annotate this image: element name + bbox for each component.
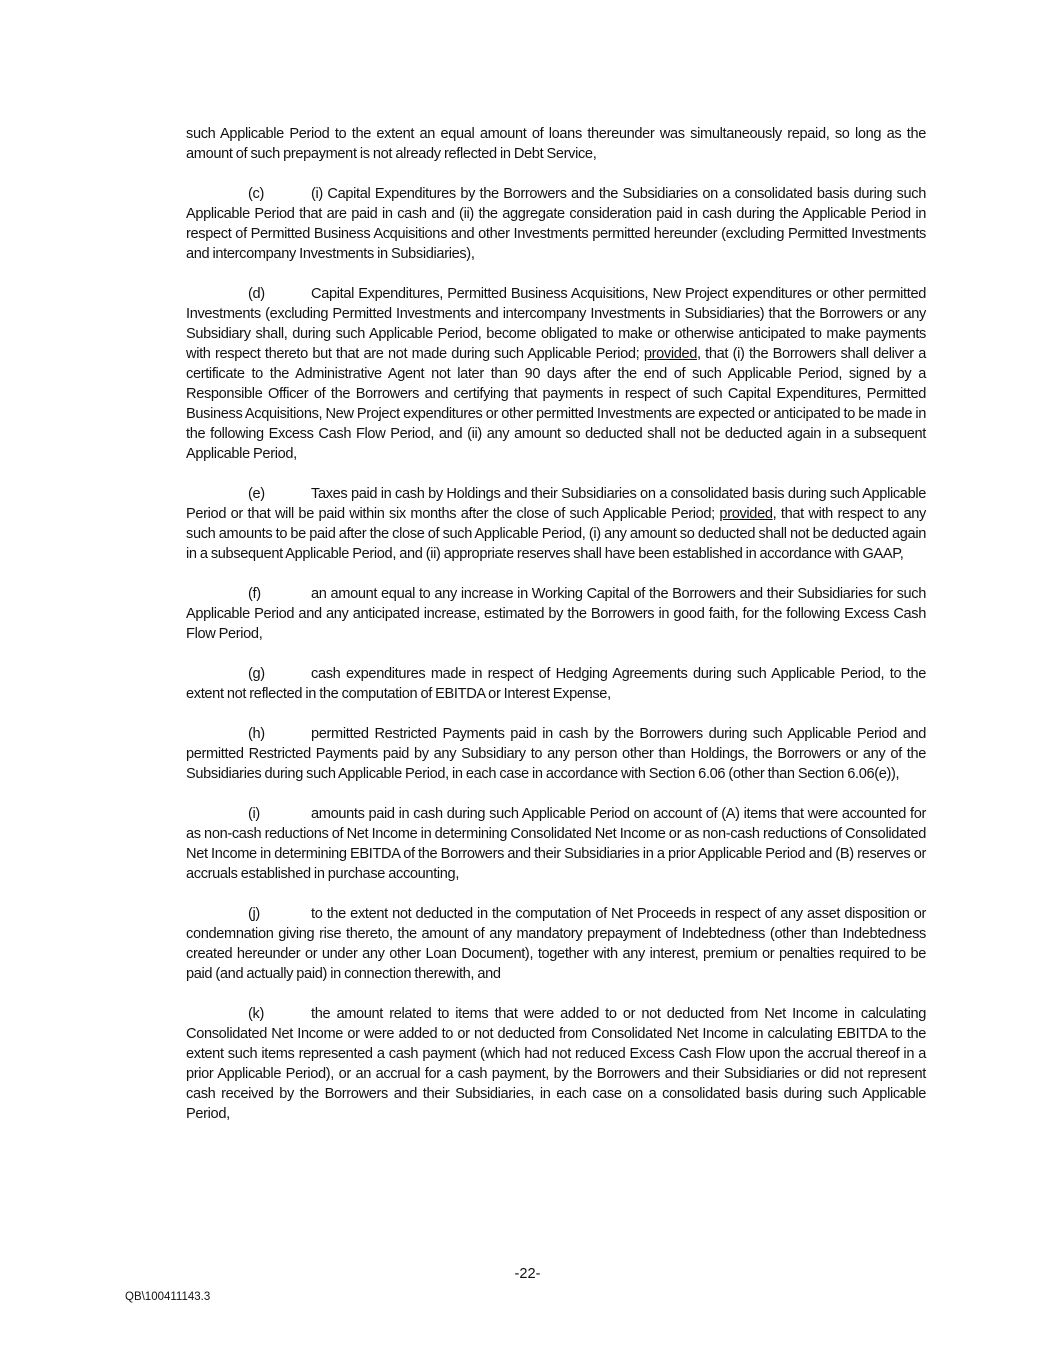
document-id: QB\100411143.3 [125,1291,211,1303]
clause-text: cash expenditures made in respect of Hedging Agreements during such Applicable Period, to the extent not reflected in the computation of EBITDA or Interest Expense, [186,666,926,702]
underlined-term: provided [643,346,698,362]
clause-text: to the extent not deducted in the computation of Net Proceeds in respect of any asset disposition or condemnation giving rise thereto, the amount of any mandatory prepayment of Indebtedness (other than Indebtedness created hereunder or under any other Loan Document), together with any interest, premium or penalties required to be paid (and actually paid) in connection therewith, and [186,906,926,982]
clause-label: (c) [248,186,264,202]
clause-label: (h) [248,726,265,742]
clause-label: (e) [248,486,265,502]
document-body [186,124,926,1144]
clause-text: an amount equal to any increase in Working Capital of the Borrowers and their Subsidiaries for such Applicable Period and any anticipated increase, estimated by the Borrowers in good faith, for the following Excess Cash Flow Period, [186,586,926,642]
clause-text: , that with respect to any such amounts to be paid after the close of such Applicable Period, (i) any amount so deducted shall not be deducted again in a subsequent Applicable Period, and (ii) appropriate reserves shall have been established in accordance with GAAP, [186,506,926,562]
underlined-term: provided [719,506,773,522]
paragraph [186,804,926,884]
paragraph [186,484,926,564]
clause-label: (d) [248,286,265,302]
paragraph [186,664,926,704]
page-number: -22- [514,1266,541,1282]
clause-text: Taxes paid in cash by Holdings and their Subsidiaries on a consolidated basis during such Applicable Period or that will be paid within six months after the close of such Applicable Period; [186,486,926,522]
paragraph [186,124,926,164]
paragraph [186,904,926,984]
clause-text: such Applicable Period to the extent an equal amount of loans thereunder was simultaneously repaid, so long as the amount of such prepayment is not already reflected in Debt Service, [186,126,926,162]
clause-text: Capital Expenditures, Permitted Business Acquisitions, New Project expenditures or other permitted Investments (excluding Permitted Investments and intercompany Investments in Subsidiaries) that the Borrowers or any Subsidiary shall, during such Applicable Period, become obligated to make or otherwise anticipated to make payments with respect thereto but that are not made during such Applicable Period; [186,286,926,362]
clause-label: (f) [248,586,261,602]
clause-text: (i) Capital Expenditures by the Borrowers and the Subsidiaries on a consolidated basis during such Applicable Period that are paid in cash and (ii) the aggregate consideration paid in cash during the Applicable Period in respect of Permitted Business Acquisitions and other Investments permitted hereunder (excluding Permitted Investments and intercompany Investments in Subsidiaries), [186,186,926,262]
paragraph [186,724,926,784]
clause-label: (k) [248,1006,264,1022]
clause-label: (g) [248,666,265,682]
paragraph [186,284,926,464]
paragraph [186,1004,926,1124]
clause-text: the amount related to items that were added to or not deducted from Net Income in calculating Consolidated Net Income or were added to or not deducted from Consolidated Net Income in calculating EBITDA to the extent such items represented a cash payment (which had not reduced Excess Cash Flow upon the accrual thereof in a prior Applicable Period), or an accrual for a cash payment, by the Borrowers and their Subsidiaries or did not represent cash received by the Borrowers and their Subsidiaries, in each case on a consolidated basis during such Applicable Period, [186,1006,926,1122]
clause-text: , that (i) the Borrowers shall deliver a certificate to the Administrative Agent not later than 90 days after the end of such Applicable Period, signed by a Responsible Officer of the Borrowers and certifying that payments in respect of such Capital Expenditures, Permitted Business Acquisitions, New Project expenditures or other permitted Investments are expected or anticipated to be made in the following Excess Cash Flow Period, and (ii) any amount so deducted shall not be deducted again in a subsequent Applicable Period, [186,346,926,462]
clause-label: (j) [248,906,260,922]
clause-label: (i) [248,806,260,822]
clause-text: permitted Restricted Payments paid in cash by the Borrowers during such Applicable Period and permitted Restricted Payments paid by any Subsidiary to any person other than Holdings, the Borrowers or any of the Subsidiaries during such Applicable Period, in each case in accordance with Section 6.06 (other than Section 6.06(e)), [186,726,926,782]
clause-text: amounts paid in cash during such Applicable Period on account of (A) items that were accounted for as non-cash reductions of Net Income in determining Consolidated Net Income or as non-cash reductions of Consolidated Net Income in determining EBITDA of the Borrowers and their Subsidiaries in a prior Applicable Period and (B) reserves or accruals established in purchase accounting, [186,806,926,882]
paragraph [186,184,926,264]
paragraph [186,584,926,644]
